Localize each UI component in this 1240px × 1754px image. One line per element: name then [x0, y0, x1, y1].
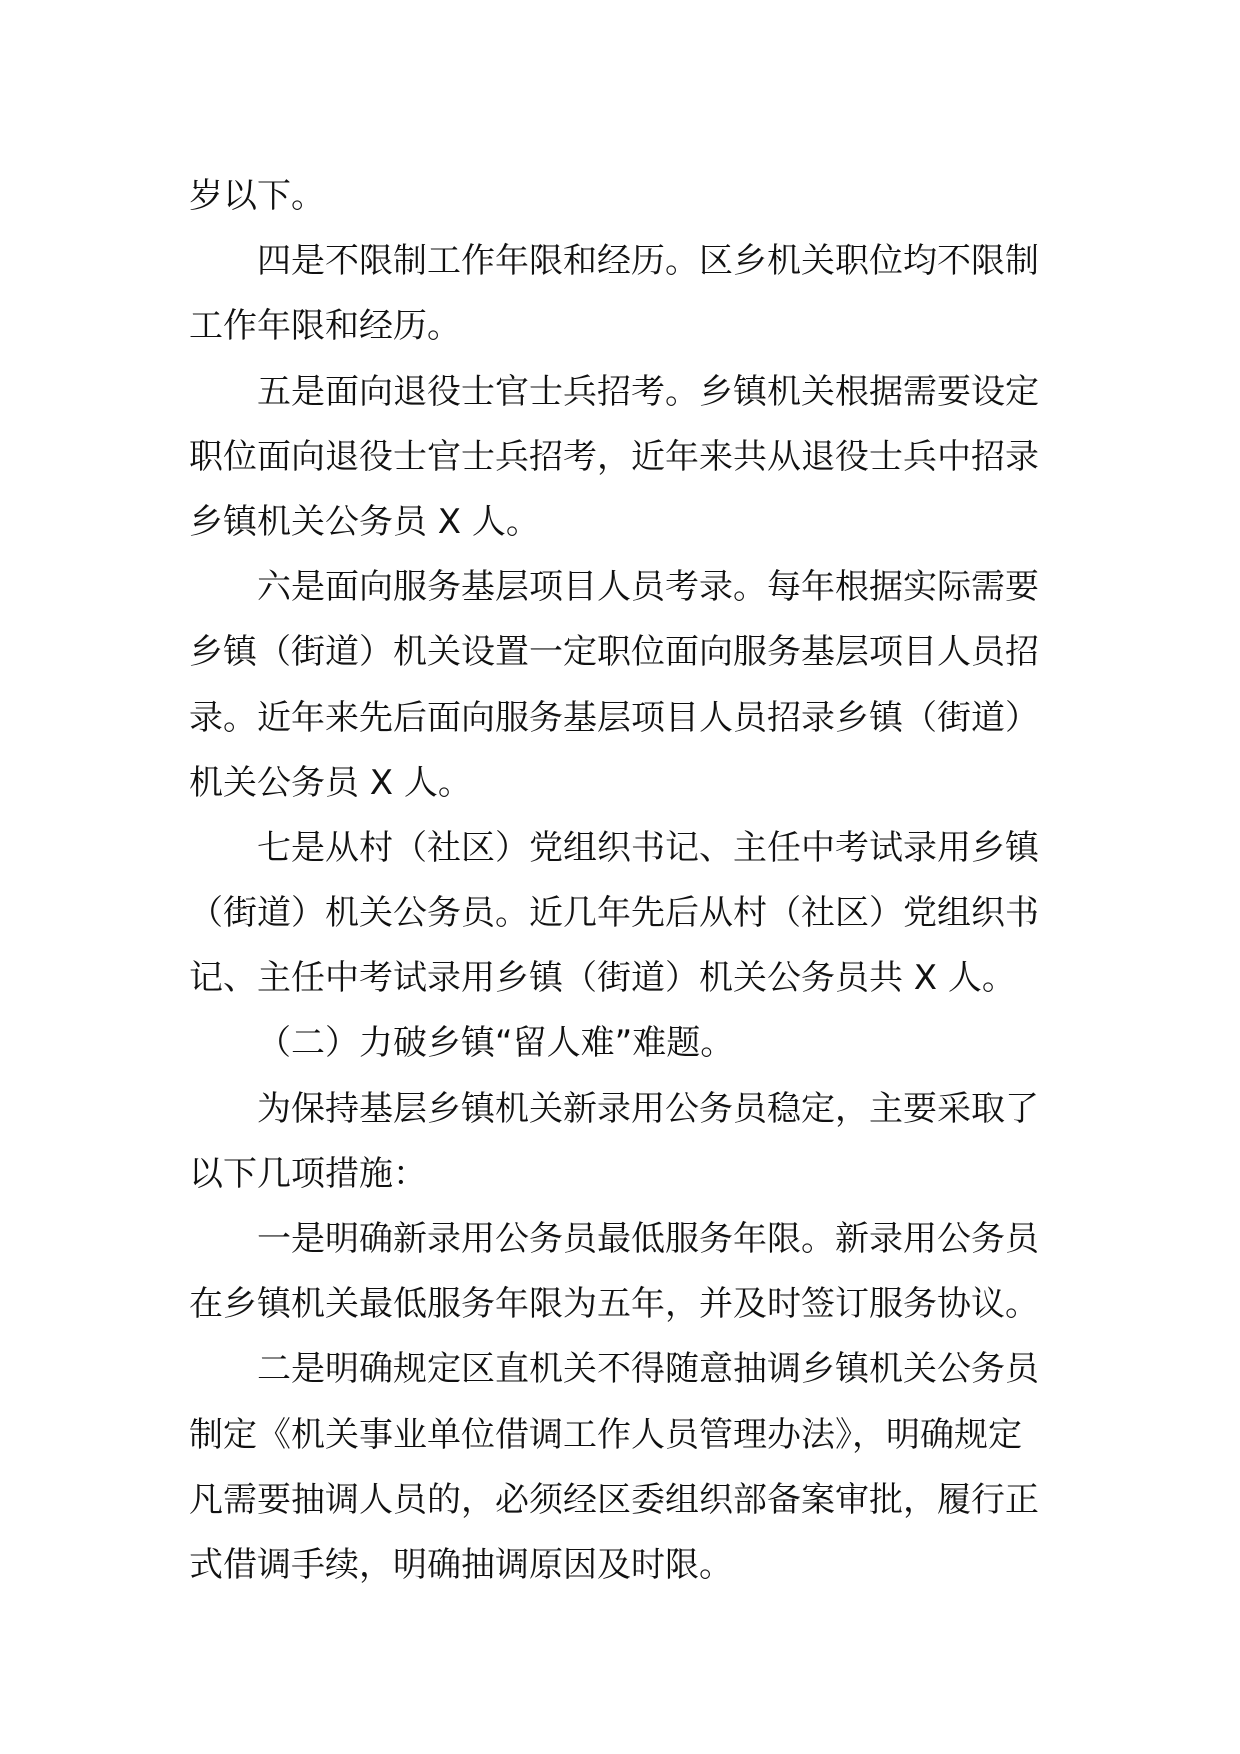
text-line: 职位面向退役士官士兵招考，近年来共从退役士兵中招录 [189, 436, 1039, 477]
text-line: 岁以下。 [189, 176, 325, 216]
text-line: 乡镇（街道）机关设置一定职位面向服务基层项目人员招 [189, 632, 1039, 673]
text-line: 一是明确新录用公务员最低服务年限。新录用公务员 [257, 1219, 1039, 1259]
text-line: 机关公务员 X 人。 [189, 762, 472, 803]
text-line: 制定《机关事业单位借调工作人员管理办法》，明确规定 [189, 1414, 1022, 1455]
text-line: 五是面向退役士官士兵招考。乡镇机关根据需要设定 [257, 371, 1039, 412]
text-line: 在乡镇机关最低服务年限为五年，并及时签订服务协议。 [189, 1284, 1039, 1325]
document-body [189, 164, 1061, 1598]
text-line: 式借调手续，明确抽调原因及时限。 [189, 1544, 733, 1585]
text-line: 记、主任中考试录用乡镇（街道）机关公务员共 X 人。 [189, 958, 1016, 999]
text-line: 六是面向服务基层项目人员考录。每年根据实际需要 [257, 567, 1039, 608]
text-line: 工作年限和经历。 [189, 306, 461, 347]
text-line: 凡需要抽调人员的，必须经区委组织部备案审批，履行正 [189, 1479, 1039, 1520]
text-line: 为保持基层乡镇机关新录用公务员稳定，主要采取了 [257, 1088, 1039, 1129]
section-heading: （二）力破乡镇“留人难”难题。 [257, 1023, 735, 1064]
text-line: 乡镇机关公务员 X 人。 [189, 501, 540, 542]
text-line: 四是不限制工作年限和经历。区乡机关职位均不限制 [257, 241, 1039, 282]
text-line: 以下几项措施： [189, 1153, 427, 1194]
text-line: 二是明确规定区直机关不得随意抽调乡镇机关公务员 [257, 1349, 1039, 1390]
text-line: 录。近年来先后面向服务基层项目人员招录乡镇（街道） [189, 697, 1039, 738]
text-line: （街道）机关公务员。近几年先后从村（社区）党组织书 [189, 893, 1039, 934]
text-line: 七是从村（社区）党组织书记、主任中考试录用乡镇 [257, 827, 1039, 868]
